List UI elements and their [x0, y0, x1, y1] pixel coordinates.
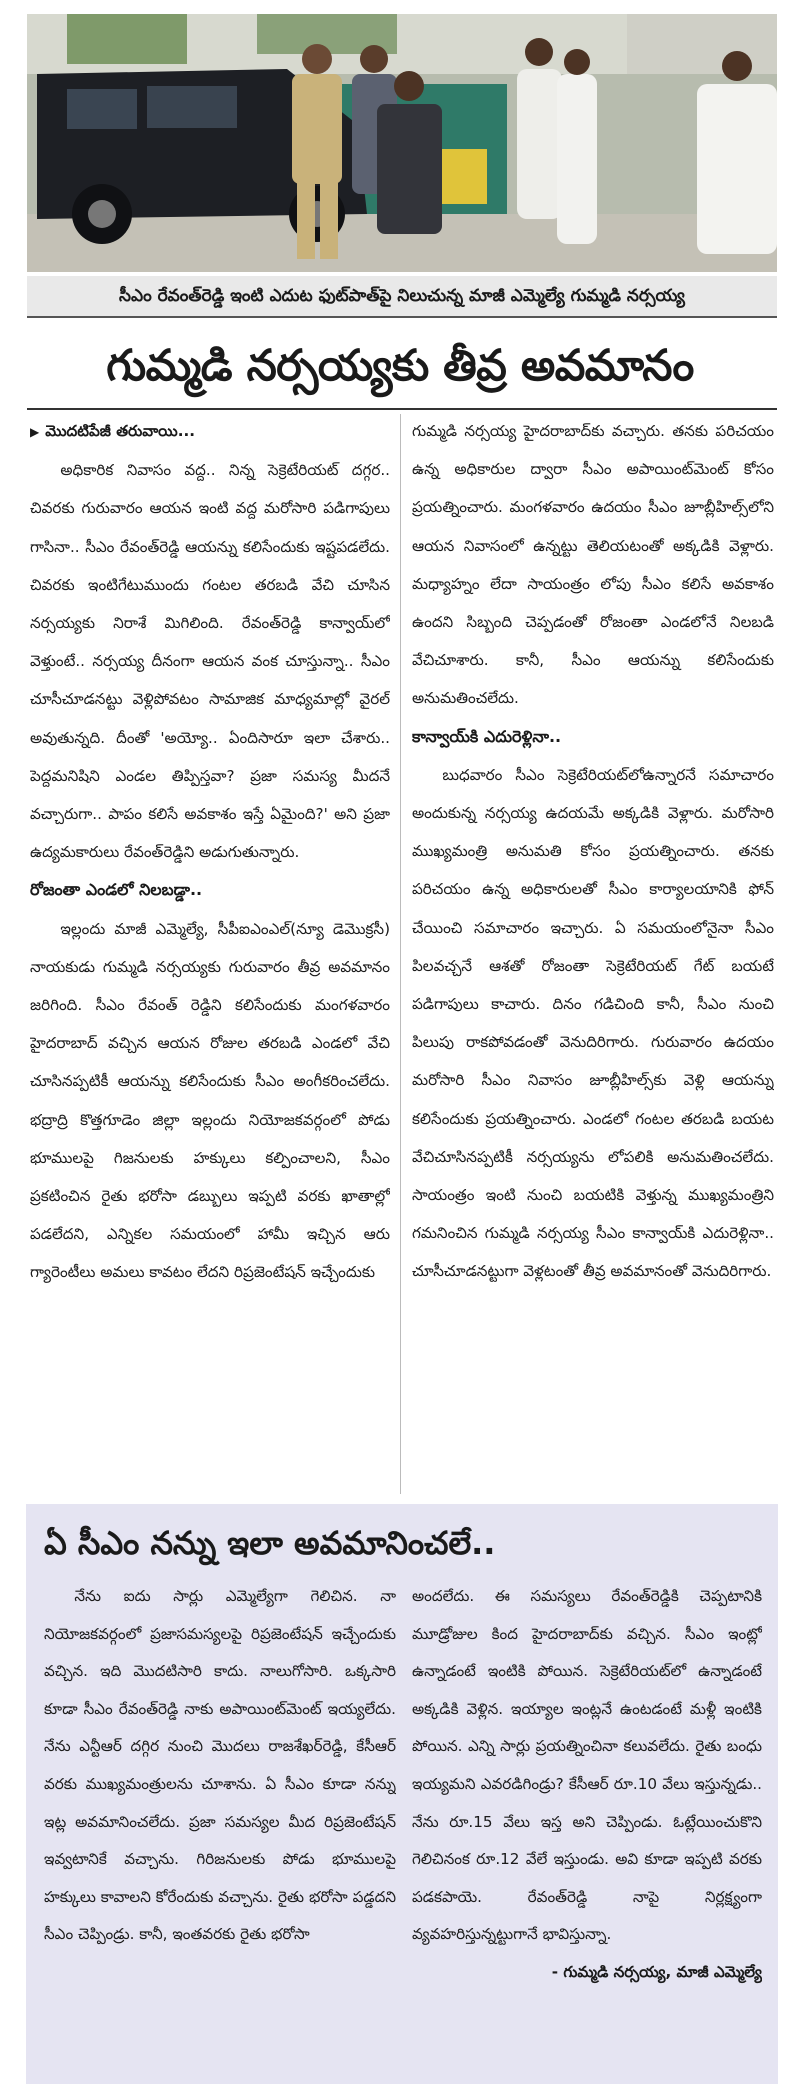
- headline: గుమ్మడి నర్సయ్యకు తీవ్ర అవమానం: [106, 341, 694, 391]
- article-right-column: [412, 412, 774, 1497]
- quote-left-column: [44, 1578, 396, 2068]
- left-subhead: రోజంతా ఎండలో నిలబడ్డా..: [30, 880, 203, 900]
- quote-box-title: ఏ సీఎం నన్ను ఇలా అవమానించలే..: [44, 1524, 496, 1562]
- quote-box: [26, 1504, 778, 2084]
- column-divider: [400, 414, 401, 1494]
- news-photo: [27, 14, 777, 272]
- right-paragraph-2: బుధవారం సీఎం సెక్రెటేరియట్‌లోఉన్నారనే సమాచారం అందుకున్న నర్సయ్య ఉదయమే అక్కడికి వెళ్లారు. మరోసారి ముఖ్యమంత్రి అనుమతి కోసం ప్రయత్నించారు. తనకు పరిచయం ఉన్న అధికారులతో సీఎం కార్యాలయానికి ఫోన్ చేయించి సమాచారం ఇచ్చారు. ఏ సమయంలోనైనా సీఎం పిలవచ్చనే ఆశతో రోజంతా సెక్రెటేరియట్ గేట్ బయటే పడిగాపులు కాచారు. దినం గడిచింది కానీ, సీఎం నుంచి పిలుపు రాకపోవడంతో వెనుదిరిగారు. గురువారం ఉదయం మరోసారి సీఎం నివాసం జూబ్లీహిల్స్‌కు వెళ్లి ఆయన్ను కలిసేందుకు ప్రయత్నించారు. ఎండలో గంటల తరబడి బయట వేచిచూసినప్పటికీ నర్సయ్యను లోపలికి అనుమతించలేదు. సాయంత్రం ఇంటి నుంచి బయటికి వెళ్తున్న ముఖ్యమంత్రిని గమనించిన గుమ్మడి నర్సయ్య సీఎం కాన్వాయ్‌కి ఎదురెళ్లినా.. చూసీచూడనట్టుగా వెళ్లటంతో తీవ్ర అవమానంతో వెనుదిరిగారు.: [412, 765, 774, 1281]
- headline-rule: [27, 408, 777, 410]
- right-subhead: కాన్వాయ్‌కి ఎదురెళ్లినా..: [412, 726, 562, 746]
- left-paragraph-2: ఇల్లందు మాజీ ఎమ్మెల్యే, సీపీఐఎంఎల్(న్యూ డెమొక్రసీ) నాయకుడు గుమ్మడి నర్సయ్యకు గురువారం తీవ్ర అవమానం జరిగింది. సీఎం రేవంత్ రెడ్డిని కలిసేందుకు మంగళవారం హైదరాబాద్ వచ్చిన ఆయన రోజుల తరబడి ఎండలో వేచి చూసినప్పటికీ ఆయన్ను కలిసేందుకు సీఎం అంగీకరించలేదు. భద్రాద్రి కొత్తగూడెం జిల్లా ఇల్లందు నియోజకవర్గంలో పోడు భూములపై గిజనులకు హక్కులు కల్పించాలని, సీఎం ప్రకటించిన రైతు భరోసా డబ్బులు ఇప్పటి వరకు ఖాతాల్లో పడలేదని, ఎన్నికల సమయంలో హామీ ఇచ్చిన ఆరు గ్యారెంటీలు అమలు కావటం లేదని రిప్రజెంటేషన్ ఇచ్చేందుకు: [30, 919, 390, 1282]
- quote-right-column: [412, 1578, 762, 2068]
- article-left-column: [30, 412, 390, 1497]
- news-photo-icon: [27, 14, 777, 272]
- quote-left-text: నేను ఐదు సార్లు ఎమ్మెల్యేగా గెలిచిన. నా నియోజకవర్గంలో ప్రజాసమస్యలపై రిప్రజెంటేషన్ ఇచ్చేందుకు వచ్చిన. ఇది మొదటిసారి కాదు. నాలుగోసారి. ఒక్కసారి కూడా సీఎం రేవంత్‌రెడ్డి నాకు అపాయింట్‌మెంట్ ఇయ్యలేదు. నేను ఎన్టీఆర్ దగ్గిర నుంచి మొదలు రాజశేఖర్‌రెడ్డి, కేసీఆర్ వరకు ముఖ్యమంత్రులను చూశాను. ఏ సీఎం కూడా నన్ను ఇట్ల అవమానించలేదు. ప్రజా సమస్యల మీద రిప్రజెంటేషన్ ఇవ్వటానికే వచ్చాను. గిరిజనులకు పోడు భూములపై హక్కులు కావాలని కోరేందుకు వచ్చాను. రైతు భరోసా పడ్డదని సీఎం చెప్పిండ్రు. కానీ, ఇంతవరకు రైతు భరోసా: [44, 1587, 396, 1944]
- play-arrow-icon: ▶: [30, 425, 40, 439]
- quote-right-text: అందలేదు. ఈ సమస్యలు రేవంత్‌రెడ్డికి చెప్పటానికి మూడ్రోజుల కింద హైదరాబాద్‌కు వచ్చిన. సీఎం ఇంట్లో ఉన్నాడంటే ఇంటికి పోయిన. సెక్రెటేరియట్‌లో ఉన్నాడంటే అక్కడికి వెళ్లిన. ఇయ్యాల ఇంట్లనే ఉంటడంటే మళ్లీ ఇంటికి పోయిన. ఎన్ని సార్లు ప్రయత్నించినా కలువలేదు. రైతు బంధు ఇయ్యమని ఎవరడిగిండ్రు? కేసీఆర్ రూ.10 వేలు ఇస్తున్నడు.. నేను రూ.15 వేలు ఇస్త అని చెప్పిండు. ఓట్లేయించుకొని గెలిచినంక రూ.12 వేలే ఇస్తుండు. అవి కూడా ఇప్పటి వరకు పడకపాయె. రేవంత్‌రెడ్డి నాపై నిర్లక్ష్యంగా వ్యవహరిస్తున్నట్టుగానే భావిస్తున్నా.: [412, 1587, 762, 1944]
- continued-label: ▶ మొదటిపేజీ తరువాయి...: [30, 412, 390, 451]
- left-paragraph-1: అధికారిక నివాసం వద్ద.. నిన్న సెక్రెటేరియట్ దగ్గర.. చివరకు గురువారం ఆయన ఇంటి వద్ద మరోసారి పడిగాపులు గాసినా.. సీఎం రేవంత్‌రెడ్డి ఆయన్ను కలిసేందుకు ఇష్టపడలేదు. చివరకు ఇంటిగేటుముందు గంటల తరబడి వేచి చూసిన నర్సయ్యకు నిరాశే మిగిలింది. రేవంత్‌రెడ్డి కాన్వాయ్‌లో వెళ్తుంటే.. నర్సయ్య దీనంగా ఆయన వంక చూస్తున్నా.. సీఎం చూసీచూడనట్టు వెళ్లిపోవటం సామాజిక మాధ్యమాల్లో వైరల్ అవుతున్నది. దీంతో 'అయ్యో.. ఏందిసారూ ఇలా చేశారు.. పెద్దమనిషిని ఎండల తిప్పిస్తవా? ప్రజా సమస్య మీదనే వచ్చారుగా.. పాపం కలిసే అవకాశం ఇస్తే ఏమైంది?' అని ప్రజా ఉద్యమకారులు రేవంత్‌రెడ్డిని అడుగుతున్నారు.: [30, 461, 390, 862]
- photo-caption: సీఎం రేవంత్‌రెడ్డి ఇంటి ఎదుట ఫుట్‌పాత్‌పై నిలుచున్న మాజీ ఎమ్మెల్యే గుమ్మడి నర్సయ్య: [27, 276, 777, 318]
- right-paragraph-1: గుమ్మడి నర్సయ్య హైదరాబాద్‌కు వచ్చారు. తనకు పరిచయం ఉన్న అధికారుల ద్వారా సీఎం అపాయింట్‌మెంట్ కోసం ప్రయత్నించారు. మంగళవారం ఉదయం సీఎం జూబ్లీహిల్స్‌లోని ఆయన నివాసంలో ఉన్నట్టు తెలియటంతో అక్కడికి వెళ్లారు. మధ్యాహ్నం లేదా సాయంత్రం లోపు సీఎం కలిసే అవకాశం ఉందని సిబ్బంది చెప్పడంతో రోజంతా ఎండలోనే నిలబడి వేచిచూశారు. కానీ, సీఎం ఆయన్ను కలిసేందుకు అనుమతించలేదు.: [412, 422, 774, 708]
- quote-signature: - గుమ్మడి నర్సయ్య, మాజీ ఎమ్మెల్యే: [551, 1962, 762, 1981]
